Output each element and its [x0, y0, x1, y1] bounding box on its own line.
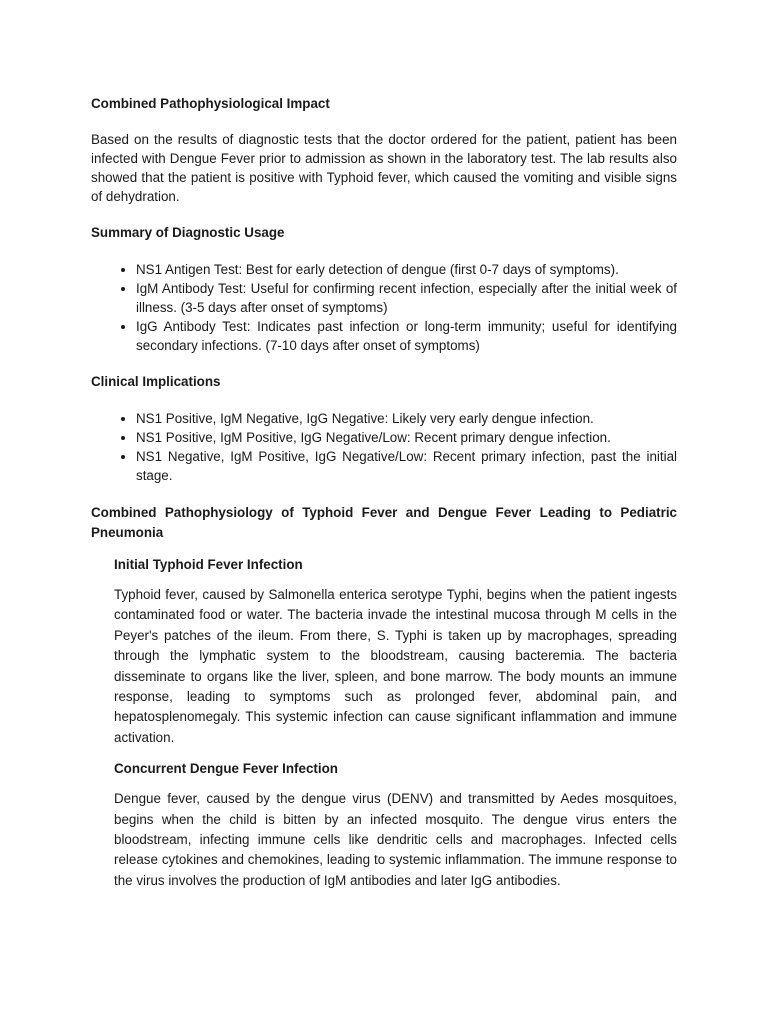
list-item: • NS1 Positive, IgM Negative, IgG Negative: Likely very early dengue infection.	[136, 409, 677, 428]
section-title: Combined Pathophysiological Impact	[91, 96, 330, 111]
list-item: • IgG Antibody Test: Indicates past infection or long-term immunity; useful for identifying secondary infections. (7-10 days after onset of symptoms)	[136, 317, 677, 355]
list-item: • IgM Antibody Test: Useful for confirming recent infection, especially after the initial week of illness. (3-5 days after onset of symptoms)	[136, 279, 677, 317]
implications-heading: Clinical Implications	[91, 374, 221, 389]
typhoid-paragraph: Typhoid fever, caused by Salmonella enterica serotype Typhi, begins when the patient ingests contaminated food or water. The bacteria invade the intestinal mucosa through M cells in the Peyer's patches of the ileum. From there, S. Typhi is taken up by macrophages, spreading through the lymphatic system to the bloodstream, causing bacteremia. The bacteria disseminate to organs like the liver, spleen, and bone marrow. The body mounts an immune response, leading to symptoms such as prolonged fever, abdominal pain, and hepatosplenomegaly. This systemic infection can cause significant inflammation and immune activation.	[114, 587, 677, 745]
list-item: • NS1 Negative, IgM Positive, IgG Negative/Low: Recent primary infection, past the initial stage.	[136, 447, 677, 485]
list-item: • NS1 Positive, IgM Positive, IgG Negative/Low: Recent primary dengue infection.	[136, 428, 677, 447]
subsection-block	[91, 555, 677, 891]
typhoid-heading: Initial Typhoid Fever Infection	[114, 557, 303, 572]
dengue-heading: Concurrent Dengue Fever Infection	[114, 761, 338, 777]
list-item: • NS1 Antigen Test: Best for early detection of dengue (first 0-7 days of symptoms).	[136, 260, 677, 279]
implications-list	[91, 409, 677, 485]
summary-list	[91, 260, 677, 355]
intro-paragraph: Based on the results of diagnostic tests that the doctor ordered for the patient, patient has been infected with Dengue Fever prior to admission as shown in the laboratory test. The lab results also showed that the patient is positive with Typhoid fever, which caused the vomiting and visible signs of dehydration.	[91, 132, 677, 204]
summary-heading: Summary of Diagnostic Usage	[91, 225, 285, 240]
dengue-paragraph: Dengue fever, caused by the dengue virus (DENV) and transmitted by Aedes mosquitoes, begins when the child is bitten by an infected mosquito. The dengue virus enters the bloodstream, infecting immune cells like dendritic cells and macrophages. Infected cells release cytokines and chemokines, leading to systemic inflammation. The immune response to the virus involves the production of IgM antibodies and later IgG antibodies.	[114, 791, 677, 888]
combined-pathophysiology-heading: Combined Pathophysiology of Typhoid Fever and Dengue Fever Leading to Pediatric Pneumonia	[91, 505, 677, 540]
